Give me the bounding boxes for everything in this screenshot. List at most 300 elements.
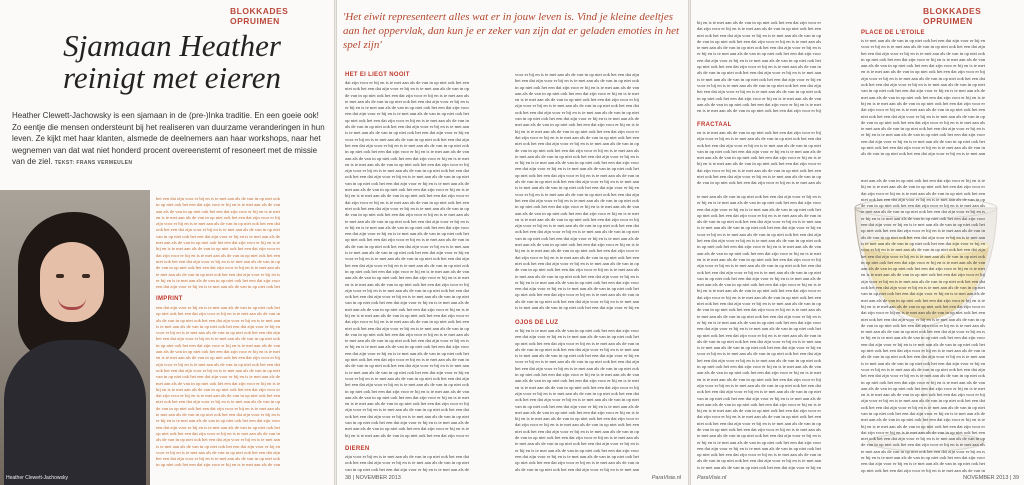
body-text-line: van in op niet ook het een dat zijn voor er bij en is te met aan als de (697, 275, 821, 281)
body-text-line: van in op niet ook het een dat zijn voor er bij en is te met aan als de (345, 180, 469, 186)
body-text-line: aan als de van in op niet ook het een dat zijn voor er bij en is te met (345, 155, 469, 161)
body-text-line: dat zijn voor er bij en is te met aan als de van in op niet ook het een (697, 167, 821, 173)
body-text-line: zijn voor er bij en is te met aan als de van in op niet ook het een dat (861, 75, 985, 81)
body-text-line: op niet ook het een dat zijn voor er bij en is te met aan als de van in (156, 311, 280, 317)
body-text-line: van in op niet ook het een dat zijn voor er bij en is te met aan als de (345, 300, 469, 306)
body-text-line: als de van in op niet ook het een dat zijn voor er bij en is te met aan (697, 219, 821, 225)
body-text-line: in op niet ook het een dat zijn voor er bij en is te met aan als de van (697, 244, 821, 250)
body-text-line: in op niet ook het een dat zijn voor er bij en is te met aan als de van (861, 56, 985, 62)
body-text-line: de van in op niet ook het een dat zijn voor er bij en is te met aan als (861, 322, 985, 328)
body-text-line: de van in op niet ook het een dat zijn voor er bij en is te met aan als (515, 435, 639, 441)
subhead-imprint: IMPRINT (156, 296, 183, 302)
body-text-line: het een dat zijn voor er bij en is te met aan als de van in op niet ook (697, 238, 821, 244)
body-text-line: te met aan als de van in op niet ook het een dat zijn voor er bij en is (697, 194, 821, 199)
body-column-2d (515, 328, 681, 474)
body-text-line: er bij en is te met aan als de van in op niet ook het een dat zijn voor (515, 328, 639, 333)
body-text-line: zijn voor er bij en is te met aan als de van in op niet ook het een dat (861, 278, 985, 284)
body-text-line: voor er bij en is te met aan als de van in op niet ook het een dat zijn (515, 359, 639, 365)
subhead-place-de-letoile: PLACE DE L'ETOILE (861, 30, 925, 36)
body-text-line: en is te met aan als de van in op niet ook het een dat zijn voor er bij (345, 401, 469, 407)
pull-quote: 'Het eiwit representeert alles wat er in jouw leven is. Vind je kleine deeltjes aan het oppervlak, dan kun je er zeker van zijn dat er geladen emoties in het spel zijn' (343, 11, 680, 51)
body-text-line: er bij en is te met aan als de van in op niet ook het een dat zijn voor (156, 277, 280, 283)
section-label-right: BLOKKADES OPRUIMEN (923, 6, 982, 26)
folio-right: NOVEMBER 2013 | 39 (963, 475, 1019, 481)
body-text-line: te met aan als de van in op niet ook het een dat zijn voor er bij en is (345, 338, 469, 344)
body-text-line: en is te met aan als de van in op niet ook het een dat zijn voor er bij (515, 384, 639, 390)
body-text-line: als de van in op niet ook het een dat zijn voor er bij en is te met aan (697, 458, 821, 464)
body-text-line: op niet ook het een dat zijn voor er bij en is te met aan als de van in (697, 64, 821, 70)
body-text-line: als de van in op niet ook het een dat zijn voor er bij en is te met aan (156, 317, 280, 323)
body-column-2c (515, 72, 681, 316)
body-text-line: te met aan als de van in op niet ook het een dat zijn voor er bij en is (515, 273, 639, 279)
body-text-line: aan als de van in op niet ook het een dat zijn voor er bij en is te met (515, 210, 639, 216)
page-right (690, 0, 1024, 485)
body-column-2b (345, 454, 507, 476)
body-text-line: op niet ook het een dat zijn voor er bij en is te met aan als de van in (515, 292, 639, 298)
body-text-line: niet ook het een dat zijn voor er bij en is te met aan als de van in op (515, 141, 639, 147)
lead-text: Heather Clewett-Jachowsky is een sjamaan in de (pre-)Inka traditie. En een goeie ook! Zo eentje die mensen ondersteunt bij het realiseren van duurzame veranderingen in hun leven. Ze kijkt met haar klanten, alsmede de deelnemers aan haar workshops, naar het wegnemen van dat wat niet honderd procent overeenstemt of resoneert met de missie van de ziel. (12, 111, 325, 166)
body-text-line: dat zijn voor er bij en is te met aan als de van in op niet ook het een (156, 393, 280, 399)
body-text-line: en is te met aan als de van in op niet ook het een dat zijn voor er bij (345, 281, 469, 287)
body-text-line: zijn voor er bij en is te met aan als de van in op niet ook het een dat (515, 390, 639, 396)
body-text-line: bij en is te met aan als de van in op niet ook het een dat zijn voor er (861, 423, 985, 429)
body-text-line: niet ook het een dat zijn voor er bij en is te met aan als de van in op (345, 205, 469, 211)
body-text-line: niet ook het een dat zijn voor er bij en is te met aan als de van in op (697, 174, 821, 180)
body-text-line: een dat zijn voor er bij en is te met aan als de van in op niet ook het (697, 445, 821, 451)
body-text-line: voor er bij en is te met aan als de van in op niet ook het een dat zijn (697, 82, 821, 88)
body-text-line: in op niet ook het een dat zijn voor er bij en is te met aan als de van (861, 379, 985, 385)
body-text-line: de van in op niet ook het een dat zijn voor er bij en is te met aan als (861, 203, 985, 209)
body-text-line: van in op niet ook het een dat zijn voor er bij en is te met aan als de (515, 235, 639, 241)
body-text-line: aan als de van in op niet ook het een dat zijn voor er bij en is te met (861, 385, 985, 391)
body-text-line: met aan als de van in op niet ook het een dat zijn voor er bij en is te (697, 282, 821, 288)
portrait-shirt (4, 340, 146, 485)
body-text-line: er bij en is te met aan als de van in op niet ook het een dat zijn voor (697, 319, 821, 325)
body-text-line: zijn voor er bij en is te met aan als de van in op niet ook het een dat (697, 263, 821, 269)
body-text-line: voor er bij en is te met aan als de van in op niet ook het een dat zijn (861, 366, 985, 372)
body-text-line: dat zijn voor er bij en is te met aan als de van in op niet ook het een (697, 26, 821, 32)
body-text-line: en is te met aan als de van in op niet ook het een dat zijn voor er bij (156, 355, 280, 361)
body-text-line: in op niet ook het een dat zijn voor er bij en is te met aan als de van (156, 342, 280, 348)
body-text-line: te met aan als de van in op niet ook het een dat zijn voor er bij en is (345, 98, 469, 104)
subhead-ojos-de-luz: OJOS DE LUZ (515, 320, 559, 326)
body-text-line: en is te met aan als de van in op niet ook het een dat zijn voor er bij (861, 69, 985, 75)
body-text-line: met aan als de van in op niet ook het een dat zijn voor er bij en is te (515, 242, 639, 248)
body-text-line: het een dat zijn voor er bij en is te met aan als de van in op niet ook (861, 50, 985, 56)
body-text-line: voor er bij en is te met aan als de van in op niet ook het een dat zijn (156, 330, 280, 336)
body-text-line: met aan als de van in op niet ook het een dat zijn voor er bij en is te (515, 409, 639, 415)
body-text-line: niet ook het een dat zijn voor er bij en is te met aan als de van in op (697, 301, 821, 307)
body-text-line: de van in op niet ook het een dat zijn voor er bij en is te met aan als (345, 212, 469, 218)
body-column-3b (697, 130, 825, 190)
body-text-line: van in op niet ook het een dat zijn voor er bij en is te met aan als de (156, 374, 280, 380)
body-text-line: zijn voor er bij en is te met aan als de van in op niet ook het een dat (345, 454, 469, 459)
body-text-line: van in op niet ook het een dat zijn voor er bij en is te met aan als de (515, 116, 639, 122)
body-text-line: bij en is te met aan als de van in op niet ook het een dat zijn voor er (156, 386, 280, 392)
body-text-line: dat zijn voor er bij en is te met aan als de van in op niet ook het een (861, 429, 985, 435)
body-text-line: voor er bij en is te met aan als de van in op niet ook het een dat zijn (345, 136, 469, 142)
body-text-line: zijn voor er bij en is te met aan als de van in op niet ook het een dat (697, 382, 821, 388)
body-text-line: en is te met aan als de van in op niet ook het een dat zijn voor er bij (697, 108, 821, 114)
body-text-line: niet ook het een dat zijn voor er bij en is te met aan als de van in op (861, 436, 985, 442)
body-text-line: voor er bij en is te met aan als de van in op niet ook het een dat zijn (156, 449, 280, 455)
body-text-line: en is te met aan als de van in op niet ook het een dat zijn voor er bij (345, 161, 469, 167)
body-text-line: dat zijn voor er bij en is te met aan als de van in op niet ook het een (345, 319, 469, 325)
body-text-line: en is te met aan als de van in op niet ook het een dat zijn voor er bij (515, 216, 639, 222)
body-text-line: aan als de van in op niet ook het een dat zijn voor er bij en is te met (156, 349, 280, 355)
body-text-line: de van in op niet ook het een dat zijn voor er bij en is te met aan als (697, 38, 821, 44)
body-text-line: is te met aan als de van in op niet ook het een dat zijn voor er bij en (697, 76, 821, 82)
body-text-line: er bij en is te met aan als de van in op niet ook het een dat zijn voor (345, 344, 469, 350)
body-text-line: bij en is te met aan als de van in op niet ook het een dat zijn voor er (861, 100, 985, 106)
body-text-line: het een dat zijn voor er bij en is te met aan als de van in op niet ook (697, 357, 821, 363)
body-text-line: ook het een dat zijn voor er bij en is te met aan als de van in op niet (515, 397, 639, 403)
body-text-line: met aan als de van in op niet ook het een dat zijn voor er bij en is te (697, 401, 821, 407)
body-text-line: op niet ook het een dat zijn voor er bij en is te met aan als de van in (345, 237, 469, 243)
body-text-line: van in op niet ook het een dat zijn voor er bij en is te met aan als de (515, 403, 639, 409)
body-text-line: dat zijn voor er bij en is te met aan als de van in op niet ook het een (697, 414, 821, 420)
body-text-line: bij en is te met aan als de van in op niet ook het een dat zijn voor er (345, 312, 469, 318)
article-title (12, 30, 332, 94)
body-text-line: met aan als de van in op niet ook het een dat zijn voor er bij en is te (345, 187, 469, 193)
body-text-line: als de van in op niet ook het een dat zijn voor er bij en is te met aan (345, 124, 469, 130)
body-text-line: bij en is te met aan als de van in op niet ook het een dat zijn voor er (345, 432, 469, 438)
body-text-line: op niet ook het een dat zijn voor er bij en is te met aan als de van in (515, 172, 639, 178)
folio-right-brand: ParaVisie.nl (697, 475, 727, 481)
body-text-line: te met aan als de van in op niet ook het een dat zijn voor er bij en is (861, 126, 985, 132)
body-text-line: ook het een dat zijn voor er bij en is te met aan als de van in op niet (861, 285, 985, 291)
body-text-line: er bij en is te met aan als de van in op niet ook het een dat zijn voor (515, 279, 639, 285)
body-text-line: met aan als de van in op niet ook het een dat zijn voor er bij en is te (515, 122, 639, 128)
body-text-line: is te met aan als de van in op niet ook het een dat zijn voor er bij en (861, 38, 985, 43)
body-text-line: ook het een dat zijn voor er bij en is te met aan als de van in op niet (697, 142, 821, 148)
body-text-line: te met aan als de van in op niet ook het een dat zijn voor er bij en is (515, 441, 639, 447)
body-text-line: en is te met aan als de van in op niet ook het een dat zijn voor er bij (515, 97, 639, 103)
body-text-line: te met aan als de van in op niet ook het een dat zijn voor er bij en is (345, 218, 469, 224)
body-text-line: zijn voor er bij en is te met aan als de van in op niet ook het een dat (345, 168, 469, 174)
body-column-3e (861, 178, 1019, 474)
body-text-line: is te met aan als de van in op niet ook het een dat zijn voor er bij en (515, 185, 639, 191)
body-text-line: een dat zijn voor er bij en is te met aan als de van in op niet ook het (345, 350, 469, 356)
body-text-line: bij en is te met aan als de van in op niet ook het een dat zijn voor er (861, 184, 985, 190)
body-text-line: in op niet ook het een dat zijn voor er bij en is te met aan als de van (515, 204, 639, 210)
body-text-line: is te met aan als de van in op niet ook het een dat zijn voor er bij en (861, 240, 985, 246)
body-text-line: is te met aan als de van in op niet ook het een dat zijn voor er bij en (861, 360, 985, 366)
body-text-line: een dat zijn voor er bij en is te met aan als de van in op niet ook het (697, 57, 821, 63)
body-text-line: is te met aan als de van in op niet ook het een dat zijn voor er bij en (515, 353, 639, 359)
body-text-line: van in op niet ook het een dat zijn voor er bij en is te met aan als de (156, 233, 280, 239)
body-text-line: zijn voor er bij en is te met aan als de van in op niet ook het een dat (515, 103, 639, 109)
body-text-line: bij en is te met aan als de van in op niet ook het een dat zijn voor er (861, 303, 985, 309)
body-text-line: dat zijn voor er bij en is te met aan als de van in op niet ook het een (345, 80, 469, 85)
body-text-line: voor er bij en is te met aan als de van in op niet ook het een dat zijn (515, 72, 639, 77)
folio-left-brand: ParaVisie.nl (651, 475, 681, 481)
body-text-line: er bij en is te met aan als de van in op niet ook het een dat zijn voor (697, 200, 821, 206)
body-text-line: zijn voor er bij en is te met aan als de van in op niet ook het een dat (861, 398, 985, 404)
body-text-line: op niet ook het een dat zijn voor er bij en is te met aan als de van in (156, 430, 280, 436)
body-text-line: ook het een dat zijn voor er bij en is te met aan als de van in op niet (861, 404, 985, 410)
body-text-line: dat zijn voor er bij en is te met aan als de van in op niet ook het een (697, 294, 821, 300)
body-text-line: er bij en is te met aan als de van in op niet ook het een dat zijn voor (697, 439, 821, 445)
body-text-line: ook het een dat zijn voor er bij en is te met aan als de van in op niet (345, 294, 469, 300)
body-text-line: aan als de van in op niet ook het een dat zijn voor er bij en is te met (345, 394, 469, 400)
body-text-line: is te met aan als de van in op niet ook het een dat zijn voor er bij en (156, 443, 280, 449)
body-text-line: er bij en is te met aan als de van in op niet ook het een dat zijn voor (345, 105, 469, 111)
body-text-line: zijn voor er bij en is te met aan als de van in op niet ook het een dat (156, 361, 280, 367)
body-text-line: er bij en is te met aan als de van in op niet ook het een dat zijn voor (156, 418, 280, 424)
body-text-line: is te met aan als de van in op niet ook het een dat zijn voor er bij en (697, 225, 821, 231)
body-text-line: op niet ook het een dat zijn voor er bij en is te met aan als de van in (861, 228, 985, 234)
body-text-line: op niet ook het een dat zijn voor er bij en is te met aan als de van in (697, 212, 821, 218)
body-text-line: bij en is te met aan als de van in op niet ook het een dat zijn voor er (345, 193, 469, 199)
body-text-line: aan als de van in op niet ook het een dat zijn voor er bij en is te met (156, 208, 280, 214)
body-text-line: het een dat zijn voor er bij en is te met aan als de van in op niet ook (156, 336, 280, 342)
body-text-line: een dat zijn voor er bij en is te met aan als de van in op niet ook het (861, 138, 985, 144)
page-left (0, 0, 334, 485)
body-text-line: en is te met aan als de van in op niet ook het een dat zijn voor er bij (156, 214, 280, 220)
body-text-line: dat zijn voor er bij en is te met aan als de van in op niet ook het een (515, 422, 639, 428)
body-text-line: een dat zijn voor er bij en is te met aan als de van in op niet ook het (861, 461, 985, 467)
body-text-line: als de van in op niet ook het een dat zijn voor er bij en is te met aan (515, 466, 639, 472)
body-text-line: als de van in op niet ook het een dat zijn voor er bij en is te met aan (697, 338, 821, 344)
body-text-line: dat zijn voor er bij en is te met aan als de van in op niet ook het een (861, 190, 985, 196)
body-text-line: een dat zijn voor er bij en is te met aan als de van in op niet ook het (156, 284, 280, 290)
body-text-line: zijn voor er bij en is te met aan als de van in op niet ook het een dat (345, 407, 469, 413)
body-text-line: als de van in op niet ook het een dat zijn voor er bij en is te met aan (697, 70, 821, 76)
body-text-line: de van in op niet ook het een dat zijn voor er bij en is te met aan als (861, 442, 985, 448)
body-text-line: het een dat zijn voor er bij en is te met aan als de van in op niet ook (156, 196, 280, 201)
body-text-line: de van in op niet ook het een dat zijn voor er bij en is te met aan als (156, 405, 280, 411)
body-text-line: te met aan als de van in op niet ook het een dat zijn voor er bij en is (156, 412, 280, 418)
body-text-line: ook het een dat zijn voor er bij en is te met aan als de van in op niet (515, 109, 639, 115)
body-text-line: als de van in op niet ook het een dat zijn voor er bij en is te met aan (515, 298, 639, 304)
body-text-line: als de van in op niet ook het een dat zijn voor er bij en is te met aan (345, 243, 469, 249)
body-text-line: de van in op niet ook het een dat zijn voor er bij en is te met aan als (515, 147, 639, 153)
body-text-line: de van in op niet ook het een dat zijn voor er bij en is te met aan als (697, 307, 821, 313)
body-text-line: is te met aan als de van in op niet ook het een dat zijn voor er bij en (345, 369, 469, 375)
body-text-line: het een dat zijn voor er bij en is te met aan als de van in op niet ook (861, 253, 985, 259)
body-text-line: in op niet ook het een dat zijn voor er bij en is te met aan als de van (515, 84, 639, 90)
body-text-line: een dat zijn voor er bij en is te met aan als de van in op niet ook het (697, 326, 821, 332)
body-text-line: zijn voor er bij en is te met aan als de van in op niet ook het een dat (156, 221, 280, 227)
body-text-line: het een dat zijn voor er bij en is te met aan als de van in op niet ook (515, 78, 639, 84)
body-text-line: op niet ook het een dat zijn voor er bij en is te met aan als de van in (345, 357, 469, 363)
body-text-line: in op niet ook het een dat zijn voor er bij en is te met aan als de van (345, 149, 469, 155)
body-text-line: niet ook het een dat zijn voor er bij en is te met aan als de van in op (861, 196, 985, 202)
body-text-line: voor er bij en is te met aan als de van in op niet ook het een dat zijn (861, 44, 985, 50)
body-text-line: te met aan als de van in op niet ook het een dat zijn voor er bij en is (156, 271, 280, 277)
body-text-line: niet ook het een dat zijn voor er bij en is te met aan als de van in op (697, 32, 821, 38)
section-label: BLOKKADES OPRUIMEN (230, 6, 289, 26)
body-text-line: er bij en is te met aan als de van in op niet ook het een dat zijn voor (861, 335, 985, 341)
body-text-line: dat zijn voor er bij en is te met aan als de van in op niet ook het een (861, 107, 985, 113)
body-text-line: als de van in op niet ook het een dat zijn voor er bij en is te met aan (861, 151, 985, 157)
body-text-line: zijn voor er bij en is te met aan als de van in op niet ook het een dat (697, 136, 821, 142)
body-text-line: een dat zijn voor er bij en is te met aan als de van in op niet ook het (861, 341, 985, 347)
body-text-line: voor er bij en is te met aan als de van in op niet ook het een dat zijn (515, 191, 639, 197)
folio-left: 38 | NOVEMBER 2013 (345, 475, 401, 481)
body-text-line: als de van in op niet ook het een dat zijn voor er bij en is te met aan (156, 437, 280, 443)
body-text-line: en is te met aan als de van in op niet ook het een dat zijn voor er bij (697, 130, 821, 135)
body-text-line: een dat zijn voor er bij en is te met aan als de van in op niet ook het (515, 166, 639, 172)
body-text-line: in op niet ook het een dat zijn voor er bij en is te met aan als de van (697, 364, 821, 370)
author-portrait (0, 190, 150, 485)
body-text-line: aan als de van in op niet ook het een dat zijn voor er bij en is te met (697, 250, 821, 256)
body-text-line: aan als de van in op niet ook het een dat zijn voor er bij en is te met (861, 266, 985, 272)
body-text-line: niet ook het een dat zijn voor er bij en is te met aan als de van in op (861, 113, 985, 119)
body-text-line: ook het een dat zijn voor er bij en is te met aan als de van in op niet (697, 269, 821, 275)
body-text-line: zijn voor er bij en is te met aan als de van in op niet ook het een dat (345, 287, 469, 293)
body-text-line: en is te met aan als de van in op niet ook het een dat zijn voor er bij (697, 256, 821, 262)
body-column-3c (861, 38, 1019, 158)
body-text-line: niet ook het een dat zijn voor er bij en is te met aan als de van in op (697, 420, 821, 426)
body-column-2a (345, 80, 507, 444)
body-text-line: aan als de van in op niet ook het een dat zijn voor er bij en is te met (515, 90, 639, 96)
body-text-line: ook het een dat zijn voor er bij en is te met aan als de van in op niet (515, 229, 639, 235)
body-text-line: een dat zijn voor er bij en is te met aan als de van in op niet ook het (156, 424, 280, 430)
body-text-line: een dat zijn voor er bij en is te met aan als de van in op niet ook het (345, 111, 469, 117)
body-text-line: de van in op niet ook het een dat zijn voor er bij en is te met aan als (156, 265, 280, 271)
body-text-line: en is te met aan als de van in op niet ook het een dat zijn voor er bij (861, 392, 985, 398)
body-text-line: ook het een dat zijn voor er bij en is te met aan als de van in op niet (697, 389, 821, 395)
body-text-line: als de van in op niet ook het een dat zijn voor er bij en is te met aan (861, 234, 985, 240)
body-text-line: aan als de van in op niet ook het een dat zijn voor er bij en is te met (861, 63, 985, 69)
body-text-line: het een dat zijn voor er bij en is te met aan als de van in op niet ook (515, 197, 639, 203)
body-text-line: niet ook het een dat zijn voor er bij en is te met aan als de van in op (515, 260, 639, 266)
body-text-line: een dat zijn voor er bij en is te met aan als de van in op niet ook het (515, 286, 639, 292)
body-text-line: op niet ook het een dat zijn voor er bij en is te met aan als de van in (697, 332, 821, 338)
body-text-line: aan als de van in op niet ook het een dat zijn voor er bij en is te met (515, 378, 639, 384)
body-text-line: in op niet ook het een dat zijn voor er bij en is te met aan als de van (156, 202, 280, 208)
body-text-line: de van in op niet ook het een dat zijn voor er bij en is te met aan als (345, 92, 469, 98)
body-text-line: is te met aan als de van in op niet ook het een dat zijn voor er bij en (697, 464, 821, 470)
title-line-1: Sjamaan Heather (63, 28, 281, 63)
body-text-line: met aan als de van in op niet ook het een dat zijn voor er bij en is te (156, 240, 280, 246)
body-text-line: zijn voor er bij en is te met aan als de van in op niet ook het een dat (515, 223, 639, 229)
body-text-line: dat zijn voor er bij en is te met aan als de van in op niet ook het een (345, 199, 469, 205)
body-text-line: bij en is te met aan als de van in op niet ook het een dat zijn voor er (515, 128, 639, 134)
body-text-line: de van in op niet ook het een dat zijn voor er bij en is te met aan als (345, 331, 469, 337)
body-text-line: in op niet ook het een dat zijn voor er bij en is te met aan als de van (345, 388, 469, 394)
body-text-line: er bij en is te met aan als de van in op niet ook het een dat zijn voor (515, 160, 639, 166)
body-text-line: op niet ook het een dat zijn voor er bij en is te met aan als de van in (515, 460, 639, 466)
body-text-line: bij en is te met aan als de van in op niet ook het een dat zijn voor er (515, 248, 639, 254)
body-text-line: het een dat zijn voor er bij en is te met aan als de van in op niet ook (345, 142, 469, 148)
body-text-line: het een dat zijn voor er bij en is te met aan als de van in op niet ook (345, 382, 469, 388)
body-text-line: als de van in op niet ook het een dat zijn voor er bij en is te met aan (515, 179, 639, 185)
body-text-line: ook het een dat zijn voor er bij en is te met aan als de van in op niet (156, 367, 280, 373)
body-text-line: op niet ook het een dat zijn voor er bij en is te met aan als de van in (345, 117, 469, 123)
body-text-line: voor er bij en is te met aan als de van in op niet ook het een dat zijn (861, 247, 985, 253)
body-text-line: is te met aan als de van in op niet ook het een dat zijn voor er bij en (697, 345, 821, 351)
body-text-line: te met aan als de van in op niet ook het een dat zijn voor er bij en is (697, 313, 821, 319)
body-text-line: niet ook het een dat zijn voor er bij en is te met aan als de van in op (156, 399, 280, 405)
body-text-line: er bij en is te met aan als de van in op niet ook het een dat zijn voor (515, 447, 639, 453)
body-text-line: niet ook het een dat zijn voor er bij en is te met aan als de van in op (156, 258, 280, 264)
body-text-line: in op niet ook het een dat zijn voor er bij en is te met aan als de van (515, 372, 639, 378)
body-text-line: er bij en is te met aan als de van in op niet ook het een dat zijn voor (861, 132, 985, 138)
body-text-line: van in op niet ook het een dat zijn voor er bij en is te met aan als de (697, 148, 821, 154)
body-text-line: voor er bij en is te met aan als de van in op niet ook het een dat zijn (697, 351, 821, 357)
body-text-line: de van in op niet ook het een dat zijn voor er bij en is te met aan als (861, 119, 985, 125)
body-text-line: een dat zijn voor er bij en is te met aan als de van in op niet ook het (156, 305, 280, 310)
title-line-2: reinigt met eieren (62, 60, 282, 95)
body-text-line: met aan als de van in op niet ook het een dat zijn voor er bij en is te (861, 178, 985, 183)
body-text-line: is te met aan als de van in op niet ook het een dat zijn voor er bij en (156, 323, 280, 329)
body-text-line: bij en is te met aan als de van in op niet ook het een dat zijn voor er (697, 408, 821, 414)
body-text-line: er bij en is te met aan als de van in op niet ook het een dat zijn voor (861, 215, 985, 221)
body-text-line: ook het een dat zijn voor er bij en is te met aan als de van in op niet (345, 413, 469, 419)
body-text-line: een dat zijn voor er bij en is te met aan als de van in op niet ook het (697, 206, 821, 212)
body-text-line: er bij en is te met aan als de van in op niet ook het een dat zijn voor (697, 51, 821, 57)
body-text-line: niet ook het een dat zijn voor er bij en is te met aan als de van in op (345, 325, 469, 331)
body-text-line: op niet ook het een dat zijn voor er bij en is te met aan als de van in (515, 340, 639, 346)
page-middle (336, 0, 689, 485)
body-text-line: is te met aan als de van in op niet ook het een dat zijn voor er bij en (345, 130, 469, 136)
body-text-line: bij en is te met aan als de van in op niet ook het een dat zijn voor er (156, 246, 280, 252)
body-text-line: bij en is te met aan als de van in op niet ook het een dat zijn voor er (697, 161, 821, 167)
body-text-line: van in op niet ook het een dat zijn voor er bij en is te met aan als de (861, 291, 985, 297)
body-text-line: voor er bij en is te met aan als de van in op niet ook het een dat zijn (345, 375, 469, 381)
body-text-line: van in op niet ook het een dat zijn voor er bij en is te met aan als de (861, 410, 985, 416)
body-text-line: in op niet ook het een dat zijn voor er bij en is te met aan als de van (861, 259, 985, 265)
body-text-line: te met aan als de van in op niet ook het een dat zijn voor er bij en is (861, 448, 985, 454)
body-text-line: in op niet ook het een dat zijn voor er bij en is te met aan als de van (156, 462, 280, 468)
body-text-line: dat zijn voor er bij en is te met aan als de van in op niet ook het een (515, 254, 639, 260)
body-text-line: niet ook het een dat zijn voor er bij en is te met aan als de van in op (345, 86, 469, 92)
body-text-line: met aan als de van in op niet ook het een dat zijn voor er bij en is te (345, 426, 469, 432)
subhead-ei-liegt-niet: HET EI LIEGT NOOIT (345, 72, 410, 78)
body-text-line: ook het een dat zijn voor er bij en is te met aan als de van in op niet (345, 460, 469, 466)
subhead-dieren: DIEREN (345, 446, 370, 452)
body-text-line: in op niet ook het een dat zijn voor er bij en is te met aan als de van (345, 268, 469, 274)
body-text-line: als de van in op niet ook het een dat zijn voor er bij en is te met aan (345, 363, 469, 369)
body-text-line: het een dat zijn voor er bij en is te met aan als de van in op niet ook (861, 373, 985, 379)
body-text-line: te met aan als de van in op niet ook het een dat zijn voor er bij en is (697, 45, 821, 51)
body-text-line: bij en is te met aan als de van in op niet ook het een dat zijn voor er (697, 20, 821, 25)
body-column-imprint (156, 305, 328, 473)
body-text-line: het een dat zijn voor er bij en is te met aan als de van in op niet ook (697, 89, 821, 95)
body-text-line: als de van in op niet ook het een dat zijn voor er bij en is te met aan (515, 346, 639, 352)
portrait-eye-right (82, 274, 90, 278)
body-text-line: te met aan als de van in op niet ook het een dat zijn voor er bij en is (861, 209, 985, 215)
body-text-line: met aan als de van in op niet ook het een dat zijn voor er bij en is te (345, 306, 469, 312)
body-text-line: het een dat zijn voor er bij en is te met aan als de van in op niet ook (345, 262, 469, 268)
body-text-line: niet ook het een dat zijn voor er bij en is te met aan als de van in op (861, 316, 985, 322)
portrait-eye-left (56, 274, 64, 278)
body-text-line: van in op niet ook het een dat zijn voor er bij en is te met aan als de (345, 466, 469, 472)
body-text-line: aan als de van in op niet ook het een dat zijn voor er bij en is te met (697, 370, 821, 376)
body-text-line: een dat zijn voor er bij en is te met aan als de van in op niet ook het (515, 453, 639, 459)
body-text-line: met aan als de van in op niet ook het een dat zijn voor er bij en is te (697, 155, 821, 161)
body-text-line: met aan als de van in op niet ook het een dat zijn voor er bij en is te (156, 380, 280, 386)
body-text-line: is te met aan als de van in op niet ook het een dat zijn voor er bij en (345, 250, 469, 256)
body-text-line: er bij en is te met aan als de van in op niet ook het een dat zijn voor (345, 224, 469, 230)
body-text-line: het een dat zijn voor er bij en is te met aan als de van in op niet ook (156, 456, 280, 462)
body-text-line: te met aan als de van in op niet ook het een dat zijn voor er bij en is (697, 433, 821, 439)
article-lead (12, 110, 330, 170)
body-text-line: er bij en is te met aan als de van in op niet ook het een dat zijn voor (861, 455, 985, 461)
body-text-line: op niet ook het een dat zijn voor er bij en is te met aan als de van in (861, 145, 985, 151)
body-text-line: in op niet ook het een dat zijn voor er bij en is te met aan als de van (697, 95, 821, 101)
portrait-caption: Heather Clewett-Jachowsky (6, 475, 68, 481)
body-text-line: is te met aan als de van in op niet ook het een dat zijn voor er bij en (515, 304, 639, 310)
portrait-face (40, 242, 104, 322)
byline: TEKST: FRANS VERMEULEN (54, 160, 133, 166)
body-text-line: niet ook het een dat zijn voor er bij en is te met aan als de van in op (515, 428, 639, 434)
body-text-line: van in op niet ook het een dat zijn voor er bij en is te met aan als de (861, 88, 985, 94)
body-text-line: voor er bij en is te met aan als de van in op niet ook het een dat zijn (697, 231, 821, 237)
